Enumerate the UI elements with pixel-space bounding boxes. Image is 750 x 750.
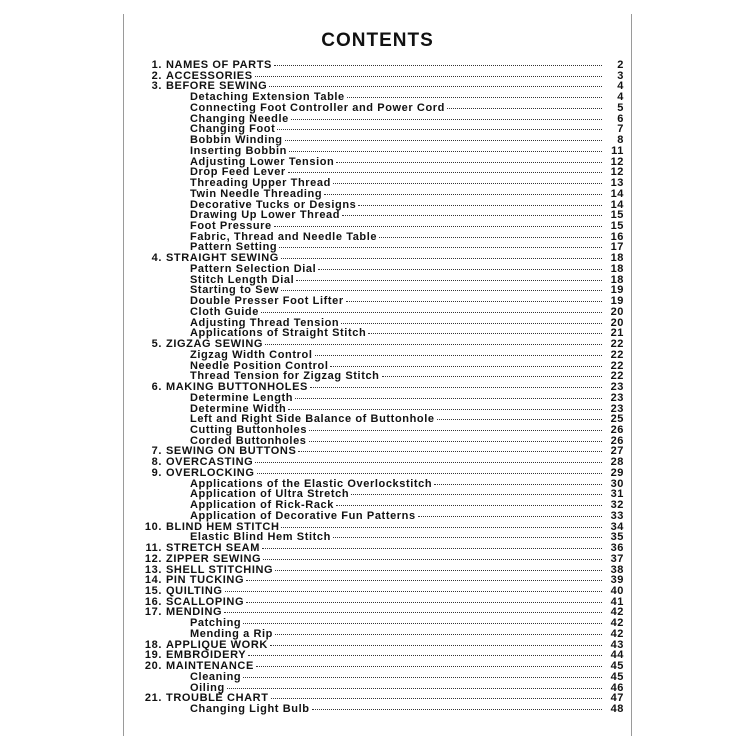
dot-leader — [309, 440, 602, 442]
dot-leader — [225, 590, 602, 592]
toc-entry — [138, 650, 624, 661]
page-title: CONTENTS — [321, 30, 434, 51]
toc-entry-title: EMBROIDERY — [166, 650, 247, 662]
dot-leader — [315, 354, 603, 356]
toc-entry — [138, 683, 624, 694]
toc-entry-number: 17. — [144, 606, 162, 619]
dot-leader — [347, 96, 602, 98]
toc-entry-page: 7 — [617, 123, 624, 136]
toc-entry — [138, 146, 624, 157]
toc-entry-page: 18 — [610, 262, 624, 275]
toc-entry-number: 18. — [144, 638, 162, 651]
dot-leader — [447, 107, 602, 109]
dot-leader — [324, 193, 602, 195]
table-of-contents — [138, 60, 624, 715]
toc-entry-title: APPLIQUE WORK — [166, 639, 268, 651]
dot-leader — [437, 418, 602, 420]
toc-entry — [138, 446, 624, 457]
dot-leader — [255, 75, 602, 77]
dot-leader — [281, 257, 602, 259]
toc-entry-title: Changing Light Bulb — [190, 704, 310, 716]
toc-entry — [138, 361, 624, 372]
toc-entry-page: 8 — [617, 134, 624, 147]
toc-entry-title: Pattern Selection Dial — [190, 263, 317, 275]
dot-leader — [255, 461, 602, 463]
toc-entry-page: 38 — [610, 563, 624, 576]
toc-entry-page: 26 — [610, 423, 624, 436]
toc-entry-title: Pattern Setting — [190, 242, 278, 254]
toc-entry — [138, 328, 624, 339]
toc-entry — [138, 414, 624, 425]
toc-entry-number: 10. — [144, 520, 162, 533]
toc-entry-title: Application of Rick-Rack — [190, 500, 334, 512]
toc-entry-number: 13. — [144, 563, 162, 576]
toc-entry — [138, 597, 624, 608]
toc-entry-title: Mending a Rip — [190, 628, 273, 640]
toc-entry-title: Drop Feed Lever — [190, 167, 286, 179]
toc-entry-page: 47 — [610, 692, 624, 705]
toc-entry-title: MENDING — [166, 607, 223, 619]
dot-leader — [288, 171, 602, 173]
dot-leader — [261, 311, 602, 313]
toc-entry-page: 20 — [610, 305, 624, 318]
toc-entry — [138, 500, 624, 511]
dot-leader — [434, 483, 602, 485]
toc-entry-page: 26 — [610, 434, 624, 447]
dot-leader — [341, 322, 602, 324]
toc-entry — [138, 232, 624, 243]
toc-entry-title: Determine Width — [190, 403, 287, 415]
toc-entry-page: 12 — [610, 166, 624, 179]
dot-leader — [224, 611, 602, 613]
toc-entry-number: 12. — [144, 552, 162, 565]
dot-leader — [248, 654, 602, 656]
toc-entry-page: 14 — [610, 187, 624, 200]
toc-entry — [138, 640, 624, 651]
dot-leader — [298, 450, 602, 452]
toc-entry — [138, 210, 624, 221]
toc-entry-number: 15. — [144, 584, 162, 597]
toc-entry-title: Foot Pressure — [190, 221, 272, 233]
toc-entry — [138, 103, 624, 114]
toc-entry-page: 30 — [610, 477, 624, 490]
toc-entry-page: 45 — [610, 670, 624, 683]
toc-entry-title: OVERCASTING — [166, 457, 254, 469]
dot-leader — [318, 268, 602, 270]
toc-entry-page: 37 — [610, 552, 624, 565]
toc-entry — [138, 371, 624, 382]
toc-entry-page: 22 — [610, 370, 624, 383]
toc-entry — [138, 275, 624, 286]
dot-leader — [336, 161, 602, 163]
toc-entry-title: BLIND HEM STITCH — [166, 521, 280, 533]
toc-entry — [138, 157, 624, 168]
toc-entry-page: 3 — [617, 69, 624, 82]
toc-entry — [138, 393, 624, 404]
toc-entry-title: Cloth Guide — [190, 306, 259, 318]
toc-entry-title: Detaching Extension Table — [190, 92, 345, 104]
toc-entry — [138, 704, 624, 715]
toc-entry — [138, 436, 624, 447]
toc-entry-page: 42 — [610, 617, 624, 630]
dot-leader — [274, 64, 602, 66]
toc-entry — [138, 339, 624, 350]
toc-entry-number: 14. — [144, 574, 162, 587]
toc-entry-title: SCALLOPING — [166, 596, 245, 608]
toc-entry — [138, 404, 624, 415]
toc-entry — [138, 318, 624, 329]
dot-leader — [309, 429, 602, 431]
toc-entry-number: 21. — [144, 692, 162, 705]
dot-leader — [243, 676, 602, 678]
dot-leader — [277, 128, 602, 130]
dot-leader — [227, 687, 602, 689]
toc-entry-page: 34 — [610, 520, 624, 533]
toc-entry-page: 45 — [610, 660, 624, 673]
toc-entry-title: Twin Needle Threading — [190, 188, 323, 200]
dot-leader — [312, 708, 602, 710]
toc-entry-page: 39 — [610, 574, 624, 587]
toc-entry-title: Elastic Blind Hem Stitch — [190, 532, 331, 544]
toc-entry-page: 17 — [610, 241, 624, 254]
toc-entry-title: Zigzag Width Control — [190, 349, 313, 361]
dot-leader — [246, 601, 602, 603]
toc-entry-page: 31 — [610, 488, 624, 501]
toc-entry-title: OVERLOCKING — [166, 467, 255, 479]
dot-leader — [257, 472, 603, 474]
dot-leader — [351, 493, 602, 495]
toc-entry-title: Stitch Length Dial — [190, 274, 295, 286]
toc-entry-page: 22 — [610, 348, 624, 361]
toc-entry — [138, 468, 624, 479]
toc-entry — [138, 92, 624, 103]
toc-entry-title: Patching — [190, 618, 242, 630]
toc-entry — [138, 489, 624, 500]
toc-entry-title: Applications of Straight Stitch — [190, 328, 367, 340]
dot-leader — [269, 85, 602, 87]
toc-entry — [138, 71, 624, 82]
toc-entry — [138, 307, 624, 318]
toc-entry-title: BEFORE SEWING — [166, 81, 268, 93]
toc-entry-number: 4. — [151, 252, 162, 265]
toc-entry — [138, 586, 624, 597]
toc-entry-page: 29 — [610, 466, 624, 479]
toc-entry-page: 4 — [617, 91, 624, 104]
toc-entry-page: 4 — [617, 80, 624, 93]
toc-entry-page: 20 — [610, 316, 624, 329]
dot-leader — [418, 515, 602, 517]
dot-leader — [296, 279, 602, 281]
toc-entry-title: Fabric, Thread and Needle Table — [190, 231, 378, 243]
toc-entry — [138, 618, 624, 629]
toc-entry-page: 27 — [610, 445, 624, 458]
toc-entry-page: 15 — [610, 209, 624, 222]
toc-entry-page: 44 — [610, 649, 624, 662]
toc-entry-title: Connecting Foot Controller and Power Cord — [190, 102, 445, 114]
dot-leader — [265, 343, 602, 345]
toc-entry-title: Changing Needle — [190, 113, 289, 125]
toc-entry — [138, 285, 624, 296]
toc-entry-page: 12 — [610, 155, 624, 168]
toc-entry-title: Needle Position Control — [190, 360, 329, 372]
toc-entry-title: Left and Right Side Balance of Buttonhole — [190, 414, 435, 426]
dot-leader — [275, 569, 602, 571]
toc-entry — [138, 554, 624, 565]
toc-entry-number: 5. — [151, 338, 162, 351]
toc-entry-title: SHELL STITCHING — [166, 564, 274, 576]
toc-entry-title: PIN TUCKING — [166, 575, 245, 587]
toc-entry — [138, 253, 624, 264]
toc-entry-page: 23 — [610, 381, 624, 394]
dot-leader — [333, 182, 602, 184]
toc-entry-title: MAINTENANCE — [166, 661, 254, 673]
toc-entry — [138, 425, 624, 436]
toc-entry-page: 33 — [610, 509, 624, 522]
toc-entry-number: 7. — [151, 445, 162, 458]
toc-entry-page: 42 — [610, 606, 624, 619]
toc-entry — [138, 693, 624, 704]
toc-entry — [138, 543, 624, 554]
toc-entry-number: 20. — [144, 660, 162, 673]
toc-entry — [138, 200, 624, 211]
toc-entry-title: QUILTING — [166, 585, 223, 597]
toc-entry — [138, 661, 624, 672]
toc-entry-page: 19 — [610, 295, 624, 308]
dot-leader — [262, 547, 602, 549]
toc-entry-title: Application of Decorative Fun Patterns — [190, 510, 416, 522]
toc-entry — [138, 124, 624, 135]
toc-entry-page: 18 — [610, 252, 624, 265]
toc-entry-page: 28 — [610, 456, 624, 469]
toc-entry-title: Corded Buttonholes — [190, 435, 307, 447]
toc-entry — [138, 81, 624, 92]
toc-entry — [138, 575, 624, 586]
toc-entry-page: 46 — [610, 681, 624, 694]
toc-entry-number: 11. — [145, 542, 162, 555]
toc-entry-title: Bobbin Winding — [190, 135, 283, 147]
toc-entry — [138, 382, 624, 393]
dot-leader — [382, 375, 602, 377]
toc-entry-title: Adjusting Lower Tension — [190, 156, 335, 168]
toc-entry-title: NAMES OF PARTS — [166, 60, 272, 71]
toc-entry-title: Threading Upper Thread — [190, 178, 331, 190]
toc-entry-title: Starting to Sew — [190, 285, 280, 297]
toc-entry-title: Cutting Buttonholes — [190, 424, 308, 436]
toc-entry-page: 42 — [610, 627, 624, 640]
toc-entry-title: ZIPPER SEWING — [166, 553, 262, 565]
toc-entry — [138, 296, 624, 307]
toc-entry-title: STRETCH SEAM — [166, 543, 260, 555]
dot-leader — [281, 289, 602, 291]
toc-entry-page: 5 — [617, 101, 624, 114]
toc-entry-title: Determine Length — [190, 392, 294, 404]
toc-entry-page: 16 — [610, 230, 624, 243]
dot-leader — [275, 633, 602, 635]
toc-entry-title: Thread Tension for Zigzag Stitch — [190, 371, 380, 383]
toc-entry — [138, 672, 624, 683]
toc-entry-title: STRAIGHT SEWING — [166, 253, 279, 265]
toc-entry-page: 18 — [610, 273, 624, 286]
toc-entry-page: 41 — [610, 595, 624, 608]
dot-leader — [246, 579, 602, 581]
dot-leader — [291, 118, 602, 120]
toc-entry — [138, 629, 624, 640]
dot-leader — [330, 365, 602, 367]
toc-entry-page: 14 — [610, 198, 624, 211]
toc-entry-number: 9. — [151, 466, 162, 479]
toc-entry-title: Inserting Bobbin — [190, 145, 287, 157]
toc-entry-title: Double Presser Foot Lifter — [190, 296, 344, 308]
toc-entry-title: SEWING ON BUTTONS — [166, 446, 297, 458]
toc-entry-title: Drawing Up Lower Thread — [190, 210, 341, 222]
toc-entry — [138, 242, 624, 253]
dot-leader — [271, 697, 602, 699]
toc-entry-page: 13 — [610, 177, 624, 190]
toc-entry — [138, 479, 624, 490]
toc-entry-page: 11 — [611, 144, 624, 157]
dot-leader — [295, 397, 602, 399]
dot-leader — [288, 408, 602, 410]
toc-entry — [138, 178, 624, 189]
toc-entry-title: Cleaning — [190, 671, 242, 683]
toc-entry-title: ZIGZAG SEWING — [166, 339, 264, 351]
toc-entry-title: ACCESSORIES — [166, 70, 253, 82]
toc-entry-number: 16. — [144, 595, 162, 608]
dot-leader — [270, 644, 602, 646]
toc-entry — [138, 114, 624, 125]
toc-entry — [138, 532, 624, 543]
dot-leader — [333, 536, 602, 538]
toc-entry — [138, 221, 624, 232]
toc-entry-title: TROUBLE CHART — [166, 693, 269, 705]
toc-entry-number: 6. — [151, 381, 162, 394]
toc-entry-number: 2. — [151, 69, 162, 82]
toc-entry-page: 36 — [610, 542, 624, 555]
toc-entry — [138, 167, 624, 178]
toc-entry — [138, 457, 624, 468]
toc-entry — [138, 565, 624, 576]
toc-entry-page: 48 — [610, 703, 624, 716]
toc-entry — [138, 511, 624, 522]
dot-leader — [368, 332, 602, 334]
toc-entry — [138, 350, 624, 361]
toc-entry-page: 23 — [610, 391, 624, 404]
toc-entry-page: 2 — [617, 59, 624, 71]
dot-leader — [346, 300, 602, 302]
dot-leader — [336, 504, 602, 506]
toc-entry-page: 22 — [610, 359, 624, 372]
toc-entry-title: Oiling — [190, 682, 225, 694]
dot-leader — [243, 622, 602, 624]
toc-entry-number: 3. — [151, 80, 162, 93]
dot-leader — [256, 665, 602, 667]
toc-entry-number: 8. — [151, 456, 162, 469]
toc-entry — [138, 264, 624, 275]
toc-entry-title: Applications of the Elastic Overlockstitch — [190, 478, 433, 490]
document-page — [123, 14, 632, 736]
toc-entry — [138, 60, 624, 71]
dot-leader — [274, 225, 602, 227]
toc-entry-page: 25 — [610, 413, 624, 426]
toc-entry-page: 40 — [610, 584, 624, 597]
toc-entry-number: 1. — [151, 59, 162, 71]
toc-entry-title: Application of Ultra Stretch — [190, 489, 350, 501]
toc-entry-number: 19. — [144, 649, 162, 662]
toc-entry-page: 6 — [617, 112, 624, 125]
dot-leader — [379, 236, 602, 238]
toc-entry — [138, 607, 624, 618]
dot-leader — [279, 246, 602, 248]
toc-entry-page: 43 — [610, 638, 624, 651]
toc-entry — [138, 135, 624, 146]
toc-entry-page: 32 — [610, 499, 624, 512]
dot-leader — [358, 204, 602, 206]
toc-entry — [138, 189, 624, 200]
toc-entry-title: Adjusting Thread Tension — [190, 317, 340, 329]
toc-entry-page: 19 — [610, 284, 624, 297]
dot-leader — [310, 386, 602, 388]
toc-entry-title: Changing Foot — [190, 124, 276, 136]
dot-leader — [281, 526, 602, 528]
dot-leader — [285, 139, 602, 141]
dot-leader — [263, 558, 602, 560]
toc-entry-page: 23 — [610, 402, 624, 415]
toc-entry-title: Decorative Tucks or Designs — [190, 199, 357, 211]
dot-leader — [289, 150, 602, 152]
toc-entry — [138, 522, 624, 533]
toc-entry-page: 21 — [610, 327, 624, 340]
toc-entry-page: 22 — [610, 338, 624, 351]
toc-entry-page: 15 — [610, 220, 624, 233]
toc-entry-title: MAKING BUTTONHOLES — [166, 382, 308, 394]
dot-leader — [342, 214, 602, 216]
toc-entry-page: 35 — [610, 531, 624, 544]
